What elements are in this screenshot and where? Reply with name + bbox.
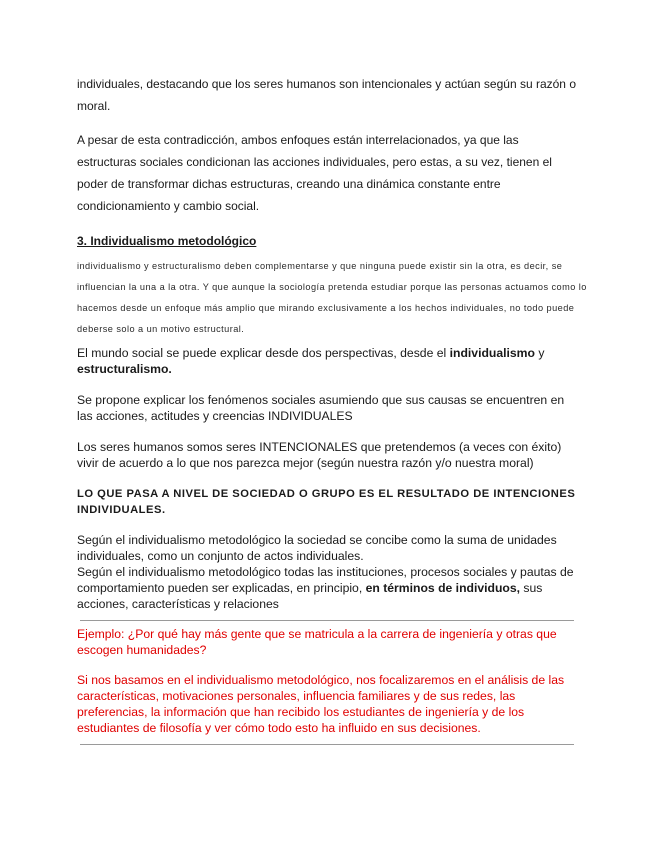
paragraph-intentional: Los seres humanos somos seres INTENCIONALES que pretendemos (a veces con éxito) vivir de acuerdo a lo que nos parezca mejor (según nuestra razón y/o nuestra moral) [77, 440, 562, 470]
divider-top [80, 620, 574, 621]
perspectives-text-before: El mundo social se puede explicar desde dos perspectivas, desde el [77, 346, 450, 360]
term-estructuralismo: estructuralismo. [77, 362, 172, 376]
paragraph-phenomena: Se propone explicar los fenómenos sociales asumiendo que sus causas se encuentren en las acciones, actitudes y creencias INDIVIDUALES [77, 393, 565, 423]
paragraph-institutions [77, 564, 577, 612]
section-heading: 3. Individualismo metodológico [77, 234, 257, 248]
caps-statement: LO QUE PASA A NIVEL DE SOCIEDAD O GRUPO ES EL RESULTADO DE INTENCIONES INDIVIDUALES. [77, 488, 576, 516]
term-individualismo: individualismo [449, 346, 535, 360]
paragraph-sum: Según el individualismo metodológico la sociedad se concibe como la suma de unidades individuales, como un conjunto de actos individuales. [77, 533, 557, 563]
example-question: Ejemplo: ¿Por qué hay más gente que se matricula a la carrera de ingeniería y otras que escogen humanidades? [77, 627, 557, 657]
paragraph-continuation: individuales, destacando que los seres humanos son intencionales y actúan según su razón o moral. [77, 77, 576, 113]
note-paragraph: individualismo y estructuralismo deben complementarse y que ninguna puede existir sin la otra, es decir, se influencian la una a la otra. Y que aunque la sociología pretenda estudiar porque las personas actuamos como lo hacemos desde un enfoque más amplio que mirando exclusivamente a los hechos individuales, no todo puede deberse solo a un motivo estructural. [77, 261, 587, 334]
example-answer: Si nos basamos en el individualismo metodológico, nos focalizaremos en el análisis de las características, motivaciones personales, influencia familiares y de sus redes, las preferencias, la información que han recibido los estudiantes de ingeniería y de los estudiantes de filosofía y ver cómo todo esto ha influido en sus decisiones. [77, 673, 565, 735]
paragraph-perspectives [77, 345, 577, 377]
divider-bottom [80, 744, 574, 745]
institutions-text-before: Según el individualismo metodológico todas las instituciones, procesos sociales y pautas de comportamiento pueden ser explicadas, en principio, [77, 565, 574, 595]
perspectives-text-mid: y [534, 346, 545, 360]
institutions-bold-term: en términos de individuos, [365, 581, 521, 595]
institutions-text-after: sus acciones, características y relaciones [77, 581, 543, 611]
paragraph-contradiction: A pesar de esta contradicción, ambos enfoques están interrelacionados, ya que las estructuras sociales condicionan las acciones individuales, pero estas, a su vez, tienen el poder de transformar dichas estructuras, creando una dinámica constante entre condicionamiento y cambio social. [77, 133, 552, 213]
